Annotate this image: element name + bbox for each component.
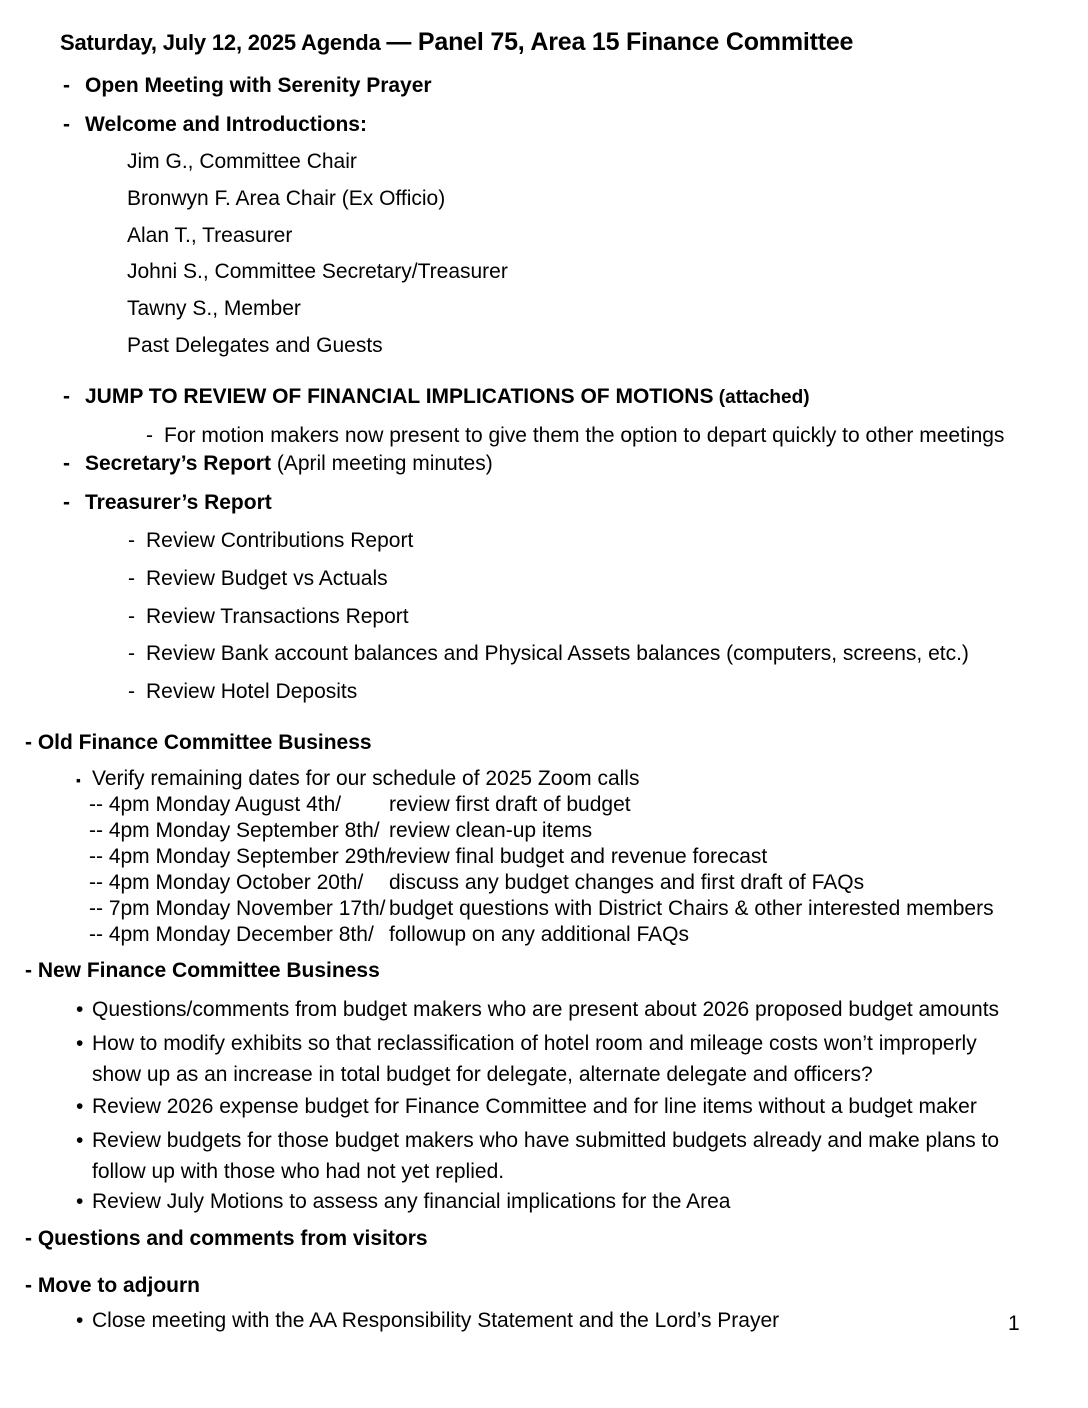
dash-marker: -: [128, 642, 135, 665]
new-business-bullet: [76, 994, 1036, 1025]
agenda-item-treasurer-report-label: Treasurer’s Report: [85, 491, 272, 514]
section-heading-new-business: - New Finance Committee Business: [25, 959, 380, 982]
agenda-item-open-meeting: [63, 73, 432, 99]
schedule-row-when: -- 7pm Monday November 17th/: [89, 897, 386, 920]
dash-marker: -: [63, 74, 70, 97]
agenda-item-treasurer-report: [63, 490, 272, 516]
new-business-bullet-label: How to modify exhibits so that reclassification of hotel room and mileage costs won’t improperly show up as an increase in total budget for delegate, alternate delegate and officers?: [92, 1032, 977, 1086]
new-business-bullet-label: Review budgets for those budget makers who have submitted budgets already and make plans to follow up with those who had not yet replied.: [92, 1129, 1000, 1183]
schedule-row-what: review first draft of budget: [389, 793, 631, 816]
treasurer-sub-item-label: Review Transactions Report: [146, 605, 409, 628]
schedule-row: [89, 922, 689, 948]
old-business-bullet: [76, 766, 639, 793]
schedule-row: [89, 896, 994, 922]
treasurer-sub-item: [128, 604, 409, 630]
section-heading-old-business: - Old Finance Committee Business: [25, 731, 372, 754]
schedule-row-what: review clean-up items: [389, 819, 593, 842]
page-title-date: Saturday, July 12, 2025 Agenda: [60, 30, 387, 55]
attendee-item: Tawny S., Member: [127, 297, 301, 320]
treasurer-sub-item: [128, 528, 413, 554]
bullet-dot-icon: •: [76, 998, 84, 1021]
schedule-row-what: followup on any additional FAQs: [389, 923, 690, 946]
treasurer-sub-item: [128, 679, 357, 705]
agenda-item-jump-to-review-label: JUMP TO REVIEW OF FINANCIAL IMPLICATIONS OF MOTIONS: [85, 385, 714, 408]
agenda-item-secretary-report-note: (April meeting minutes): [270, 452, 493, 475]
schedule-row: [89, 792, 631, 818]
agenda-item-welcome: [63, 112, 367, 138]
schedule-row-when: -- 4pm Monday September 8th/: [89, 819, 380, 842]
bullet-dot-icon: •: [76, 1309, 84, 1332]
schedule-row-what: review final budget and revenue forecast: [389, 845, 768, 868]
new-business-bullet-label: Review 2026 expense budget for Finance Committee and for line items without a budget maker: [92, 1095, 977, 1118]
jump-to-review-note: [146, 423, 1004, 449]
new-business-bullet: [76, 1186, 1036, 1217]
bullet-square-icon: ▪: [76, 772, 81, 788]
page-number: 1: [1008, 1312, 1020, 1335]
schedule-row: [89, 844, 767, 870]
treasurer-sub-item-label: Review Contributions Report: [146, 529, 414, 552]
dash-marker: -: [128, 605, 135, 628]
treasurer-sub-item-label: Review Hotel Deposits: [146, 680, 358, 703]
adjourn-bullet-label: Close meeting with the AA Responsibility Statement and the Lord’s Prayer: [92, 1309, 780, 1332]
schedule-row: [89, 870, 864, 896]
agenda-item-welcome-label: Welcome and Introductions:: [85, 113, 367, 136]
section-heading-questions-visitors: - Questions and comments from visitors: [25, 1227, 428, 1250]
dash-marker: -: [63, 385, 70, 408]
agenda-item-secretary-report-label: Secretary’s Report: [85, 452, 271, 475]
new-business-bullet: [76, 1125, 1036, 1187]
schedule-row-when: -- 4pm Monday August 4th/: [89, 793, 342, 816]
agenda-item-jump-attached-note: (attached): [713, 387, 810, 408]
treasurer-sub-item: [128, 566, 388, 592]
treasurer-sub-item-label: Review Bank account balances and Physical Assets balances (computers, screens, etc.): [146, 642, 969, 665]
bullet-dot-icon: •: [76, 1129, 84, 1152]
agenda-item-secretary-report: [63, 451, 493, 477]
attendee-item: Johni S., Committee Secretary/Treasurer: [127, 260, 508, 283]
schedule-row-when: -- 4pm Monday September 29th/: [89, 845, 392, 868]
new-business-bullet-label: Questions/comments from budget makers who are present about 2026 proposed budget amounts: [92, 998, 1000, 1021]
dash-marker: -: [63, 113, 70, 136]
attendee-item: Alan T., Treasurer: [127, 224, 293, 247]
bullet-dot-icon: •: [76, 1032, 84, 1055]
dash-marker: -: [63, 452, 70, 475]
dash-marker: -: [128, 529, 135, 552]
old-business-bullet-label: Verify remaining dates for our schedule of 2025 Zoom calls: [92, 767, 640, 790]
page-title-committee: — Panel 75, Area 15 Finance Committee: [386, 28, 854, 56]
jump-to-review-note-text: For motion makers now present to give them the option to depart quickly to other meetings: [164, 424, 1005, 447]
attendee-item: Past Delegates and Guests: [127, 334, 383, 357]
new-business-bullet: [76, 1091, 1036, 1122]
dash-marker: -: [128, 567, 135, 590]
bullet-dot-icon: •: [76, 1190, 84, 1213]
agenda-item-open-meeting-label: Open Meeting with Serenity Prayer: [85, 74, 432, 97]
new-business-bullet: [76, 1028, 1036, 1090]
section-heading-move-to-adjourn: - Move to adjourn: [25, 1274, 200, 1297]
schedule-row: [89, 818, 592, 844]
dash-marker: -: [63, 491, 70, 514]
new-business-bullet-label: Review July Motions to assess any financial implications for the Area: [92, 1190, 731, 1213]
schedule-row-when: -- 4pm Monday December 8th/: [89, 923, 374, 946]
treasurer-sub-item: [128, 641, 969, 667]
bullet-dot-icon: •: [76, 1095, 84, 1118]
agenda-item-jump-to-review: [63, 384, 810, 411]
dash-marker: -: [146, 424, 153, 447]
schedule-row-when: -- 4pm Monday October 20th/: [89, 871, 364, 894]
dash-marker: -: [128, 680, 135, 703]
attendee-item: Jim G., Committee Chair: [127, 150, 357, 173]
adjourn-bullet: [76, 1308, 779, 1334]
treasurer-sub-item-label: Review Budget vs Actuals: [146, 567, 388, 590]
page-title: [60, 28, 853, 57]
schedule-row-what: budget questions with District Chairs & other interested members: [389, 897, 994, 920]
schedule-row-what: discuss any budget changes and first draft of FAQs: [389, 871, 865, 894]
attendee-item: Bronwyn F. Area Chair (Ex Officio): [127, 187, 446, 210]
